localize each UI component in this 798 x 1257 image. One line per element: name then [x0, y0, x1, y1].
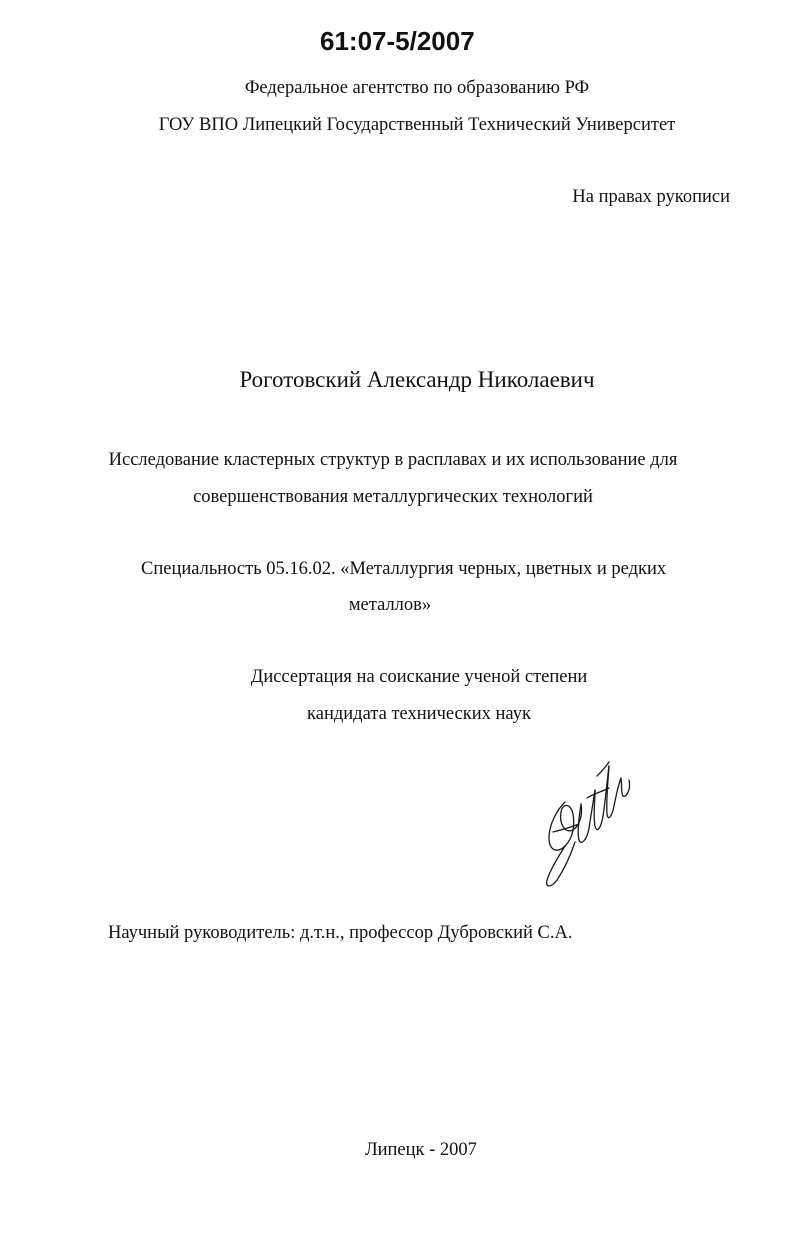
degree-line-2: кандидата технических наук — [307, 704, 531, 724]
handwritten-signature — [535, 742, 635, 892]
manuscript-rights-note: На правах рукописи — [572, 187, 730, 207]
scientific-advisor: Научный руководитель: д.т.н., профессор Дубровский С.А. — [108, 923, 573, 943]
author-name: Роготовский Александр Николаевич — [239, 367, 595, 392]
city-year: Липецк - 2007 — [365, 1140, 477, 1160]
archive-code: 61:07-5/2007 — [320, 26, 475, 56]
thesis-title-line-2: совершенствования металлургических технологий — [193, 487, 593, 507]
degree-line-1: Диссертация на соискание ученой степени — [250, 667, 588, 687]
specialty-line-1: Специальность 05.16.02. «Металлургия черных, цветных и редких — [141, 559, 667, 579]
university-name: ГОУ ВПО Липецкий Государственный Технический Университет — [158, 115, 676, 135]
agency-name: Федеральное агентство по образованию РФ — [244, 78, 590, 98]
thesis-title-line-1: Исследование кластерных структур в расплавах и их использование для — [108, 450, 678, 470]
specialty-line-2: металлов» — [348, 595, 432, 615]
